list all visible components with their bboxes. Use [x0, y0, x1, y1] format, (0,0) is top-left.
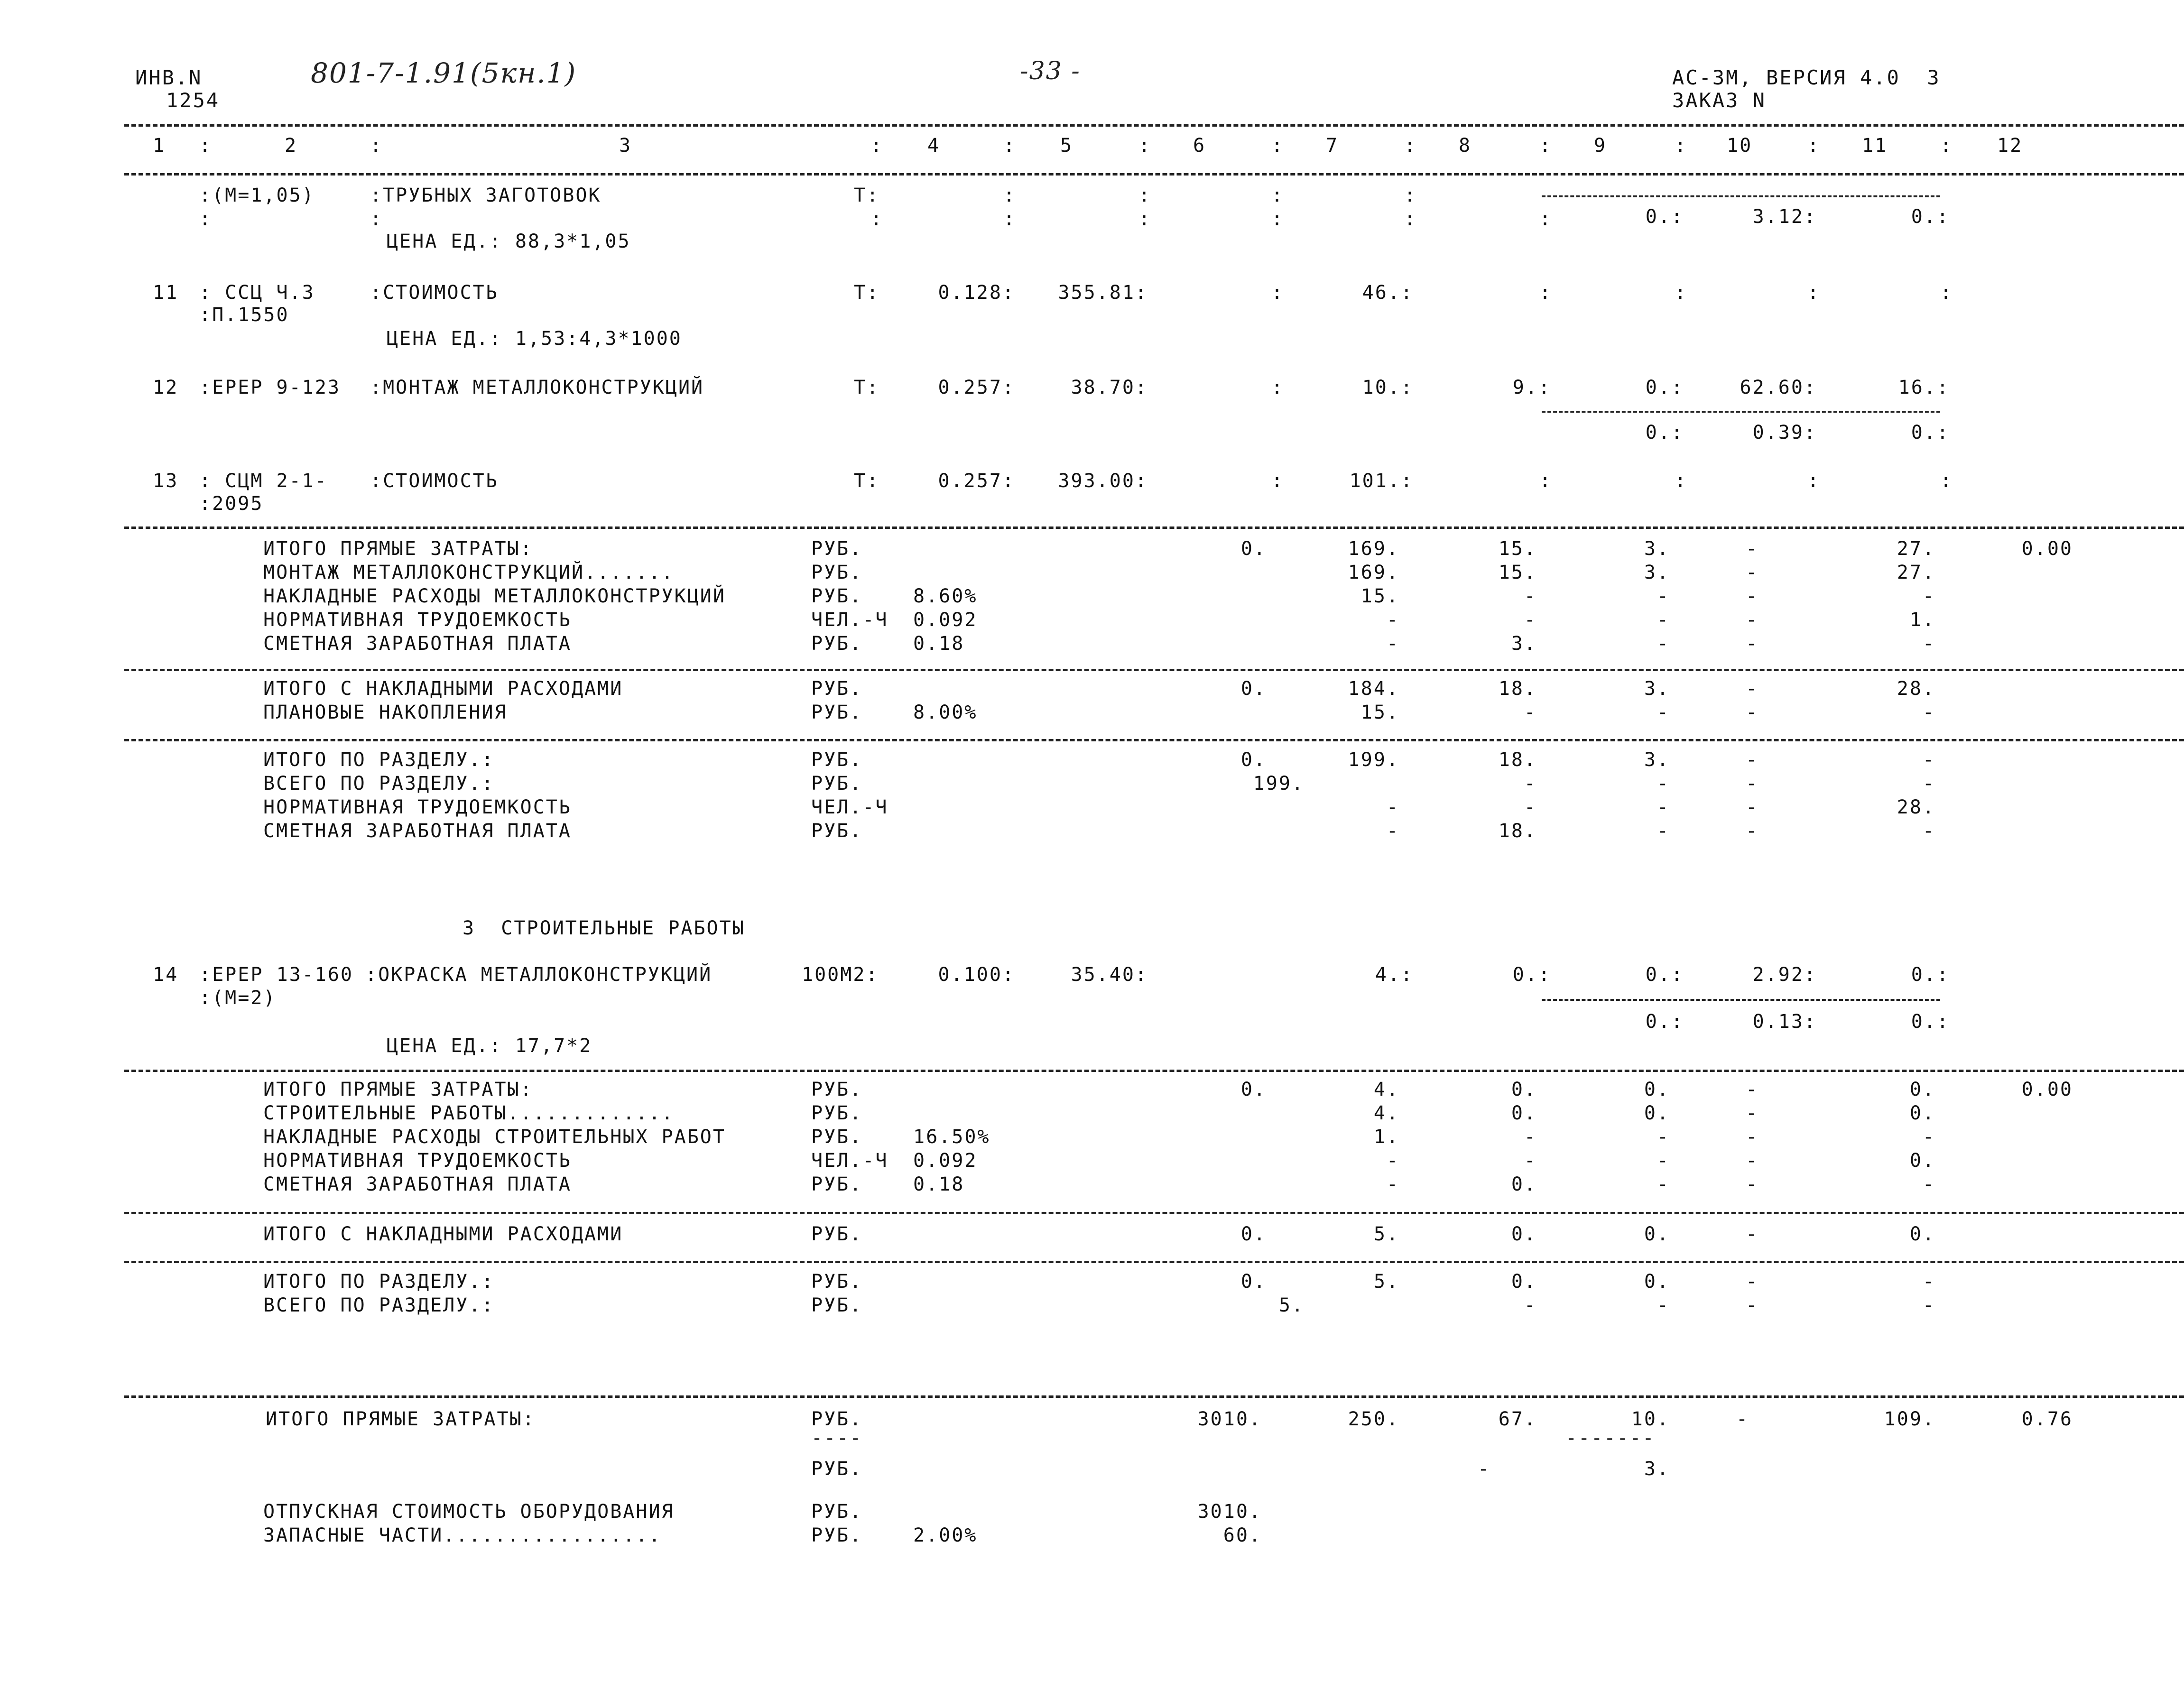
summary-unit: РУБ. — [811, 1173, 863, 1195]
row-c10: 2.92: — [1752, 964, 1817, 986]
summary-unit: РУБ. — [811, 678, 863, 700]
price-note: ЦЕНА ЕД.: 88,3*1,05 — [387, 231, 631, 252]
summary-c7: - — [1386, 1173, 1399, 1195]
grand-unit-2: РУБ. — [811, 1458, 863, 1480]
summary-c10: - — [1746, 796, 1759, 818]
summary-label: НОРМАТИВНАЯ ТРУДОЕМКОСТЬ — [263, 1150, 572, 1172]
summary-label: ИТОГО С НАКЛАДНЫМИ РАСХОДАМИ — [263, 678, 623, 700]
summary-c8: - — [1524, 1294, 1537, 1316]
summary-c8: 0. — [1511, 1102, 1537, 1124]
summary-unit: РУБ. — [811, 538, 863, 560]
summary-c9: - — [1657, 1173, 1670, 1195]
summary-c8: 0. — [1511, 1173, 1537, 1195]
section-rule — [124, 526, 2184, 529]
summary-c10: - — [1746, 1102, 1759, 1124]
row-code: : ССЦ Ч.3 — [199, 282, 315, 304]
summary-c8: 3. — [1511, 633, 1537, 655]
grand-unit: РУБ. — [811, 1408, 863, 1430]
summary-c7: - — [1386, 820, 1399, 842]
summary-c11: - — [1922, 633, 1935, 655]
summary-c11: - — [1922, 749, 1935, 771]
summary-c8: - — [1524, 609, 1537, 631]
summary-unit: РУБ. — [811, 773, 863, 794]
row-code-2: :(М=2) — [199, 987, 277, 1009]
col-7: 7 — [1326, 135, 1339, 157]
summary-c10: - — [1746, 1294, 1759, 1316]
row-c4: 0.128: — [938, 282, 1015, 304]
grand-c12: 0.76 — [2021, 1408, 2073, 1430]
col-8: 8 — [1459, 135, 1472, 157]
col-6: 6 — [1193, 135, 1206, 157]
section-rule — [124, 1212, 2184, 1214]
summary-c7: 199. — [1348, 749, 1399, 771]
row-c8: 0.: — [1512, 964, 1551, 986]
summary-c9: - — [1657, 1126, 1670, 1148]
row-c11: 16.: — [1898, 377, 1950, 398]
row-c10: 62.60: — [1740, 377, 1817, 398]
summary-c8: 18. — [1498, 678, 1537, 700]
section-rule — [124, 1395, 2184, 1398]
summary-unit: РУБ. — [811, 1271, 863, 1293]
grand-label: ИТОГО ПРЯМЫЕ ЗАТРАТЫ: — [266, 1408, 536, 1430]
price-note: ЦЕНА ЕД.: 1,53:4,3*1000 — [387, 328, 682, 350]
summary-c7: 184. — [1348, 678, 1399, 700]
row-code: :ЕРЕР 13-160 — [199, 964, 353, 986]
summary-c9: 3. — [1644, 562, 1670, 583]
grand-c9: 10. — [1631, 1408, 1670, 1430]
summary-c9: - — [1657, 1150, 1670, 1172]
summary-c11: 0. — [1909, 1079, 1935, 1100]
summary-c11: - — [1922, 702, 1935, 723]
summary-c6: 0. — [1240, 749, 1267, 771]
col-3: 3 — [619, 135, 632, 157]
summary-c10: - — [1746, 749, 1759, 771]
summary-c10: - — [1746, 1271, 1759, 1293]
equipment-label: ЗАПАСНЫЕ ЧАСТИ................. — [263, 1524, 662, 1546]
row-c9: 0.: — [1645, 964, 1684, 986]
col-10: 10 — [1727, 135, 1753, 157]
row-c11b: 0.: — [1911, 422, 1950, 443]
summary-c8: 18. — [1498, 820, 1537, 842]
summary-c7: - — [1386, 796, 1399, 818]
col-9: 9 — [1594, 135, 1607, 157]
row-c10b: 0.13: — [1752, 1011, 1817, 1033]
summary-label: НОРМАТИВНАЯ ТРУДОЕМКОСТЬ — [263, 796, 572, 818]
summary-pct: 8.60% — [913, 585, 978, 607]
row-number: 14 — [153, 964, 179, 986]
summary-c8: - — [1524, 1150, 1537, 1172]
summary-c9: - — [1657, 585, 1670, 607]
summary-c10: - — [1746, 1150, 1759, 1172]
row-c4: 0.100: — [938, 964, 1015, 986]
summary-c9: 0. — [1644, 1102, 1670, 1124]
grand-dash-unit: ---- — [811, 1427, 863, 1449]
summary-c9: 3. — [1644, 538, 1670, 560]
row-c11: 0.: — [1911, 964, 1950, 986]
summary-c7: - — [1386, 633, 1399, 655]
summary-c8: 0. — [1511, 1223, 1537, 1245]
equipment-unit: РУБ. — [811, 1501, 863, 1523]
summary-label: ИТОГО ПРЯМЫЕ ЗАТРАТЫ: — [263, 538, 533, 560]
summary-c10: - — [1746, 1079, 1759, 1100]
summary-c11: - — [1922, 1173, 1935, 1195]
col-5: 5 — [1060, 135, 1073, 157]
row-code-2: :2095 — [199, 493, 264, 515]
row-c10b: 3.12: — [1752, 206, 1817, 228]
row-c8: 9.: — [1512, 377, 1551, 398]
summary-unit: ЧЕЛ.-Ч — [811, 1150, 888, 1172]
summary-c11: - — [1922, 1294, 1935, 1316]
summary-c7: 169. — [1348, 538, 1399, 560]
summary-label: МОНТАЖ МЕТАЛЛОКОНСТРУКЦИЙ....... — [263, 562, 675, 583]
summary-c7: 169. — [1348, 562, 1399, 583]
summary-c10: - — [1746, 609, 1759, 631]
summary-c8: - — [1524, 585, 1537, 607]
summary-c11: - — [1922, 1126, 1935, 1148]
summary-c7: 5. — [1373, 1271, 1399, 1293]
row-code: :ЕРЕР 9-123 — [199, 377, 341, 398]
section-rule — [124, 669, 2184, 671]
summary-unit: ЧЕЛ.-Ч — [811, 609, 888, 631]
summary-c10: - — [1746, 678, 1759, 700]
row-c5: 393.00: — [1058, 470, 1148, 492]
summary-c7: 4. — [1373, 1102, 1399, 1124]
summary-unit: РУБ. — [811, 820, 863, 842]
inv-label: ИНВ.N — [135, 66, 203, 89]
row-c11b: 0.: — [1911, 206, 1950, 228]
summary-unit: РУБ. — [811, 562, 863, 583]
equipment-pct: 2.00% — [913, 1524, 978, 1546]
summary-unit: РУБ. — [811, 1223, 863, 1245]
summary-c10: - — [1746, 773, 1759, 794]
row-c9: 0.: — [1645, 377, 1684, 398]
row-c4: 0.257: — [938, 470, 1015, 492]
section-rule — [124, 1070, 2184, 1072]
row-c7: 46.: — [1362, 282, 1414, 304]
summary-c11: 0. — [1909, 1223, 1935, 1245]
row-c5: 355.81: — [1058, 282, 1148, 304]
summary-c10: - — [1746, 633, 1759, 655]
grand-c8-2: - — [1478, 1458, 1491, 1480]
handwritten-project-code: 801-7-1.91(5кн.1) — [311, 57, 577, 89]
summary-c10: - — [1746, 820, 1759, 842]
summary-c11: - — [1922, 1271, 1935, 1293]
summary-c10: - — [1746, 1126, 1759, 1148]
summary-c11: 0. — [1909, 1150, 1935, 1172]
summary-c10: - — [1746, 1223, 1759, 1245]
summary-label: ПЛАНОВЫЕ НАКОПЛЕНИЯ — [263, 702, 508, 723]
summary-c9: - — [1657, 609, 1670, 631]
row-c7: 4.: — [1375, 964, 1414, 986]
summary-c10: - — [1746, 562, 1759, 583]
col-1: 1 — [153, 135, 166, 157]
row-unit: Т: — [854, 282, 880, 304]
summary-c7: 15. — [1360, 585, 1399, 607]
summary-c6: 0. — [1240, 538, 1267, 560]
summary-c7: - — [1386, 1150, 1399, 1172]
summary-c12: 0.00 — [2021, 1079, 2073, 1100]
summary-c7: 4. — [1373, 1079, 1399, 1100]
summary-c9: 0. — [1644, 1271, 1670, 1293]
summary-unit: РУБ. — [811, 702, 863, 723]
grand-c9-2: 3. — [1644, 1458, 1670, 1480]
summary-c11: 0. — [1909, 1102, 1935, 1124]
equipment-label: ОТПУСКНАЯ СТОИМОСТЬ ОБОРУДОВАНИЯ — [263, 1501, 675, 1523]
summary-c9: 0. — [1644, 1223, 1670, 1245]
summary-c6: 0. — [1240, 678, 1267, 700]
summary-c11: 27. — [1897, 538, 1935, 560]
summary-c6: 0. — [1240, 1223, 1267, 1245]
summary-label: НОРМАТИВНАЯ ТРУДОЕМКОСТЬ — [263, 609, 572, 631]
summary-c9: - — [1657, 820, 1670, 842]
summary-c10: - — [1746, 1173, 1759, 1195]
summary-c8: 18. — [1498, 749, 1537, 771]
summary-c7: - — [1386, 609, 1399, 631]
summary-c11: 1. — [1909, 609, 1935, 631]
section-title: 3 СТРОИТЕЛЬНЫЕ РАБОТЫ — [463, 917, 745, 939]
row-code: :(М=1,05) — [199, 185, 315, 206]
summary-label: ВСЕГО ПО РАЗДЕЛУ.: — [263, 1294, 495, 1316]
summary-unit: РУБ. — [811, 633, 863, 655]
equipment-value: 3010. — [1197, 1501, 1262, 1523]
summary-unit: РУБ. — [811, 1294, 863, 1316]
summary-label: СМЕТНАЯ ЗАРАБОТНАЯ ПЛАТА — [263, 1173, 572, 1195]
row-number: 11 — [153, 282, 179, 304]
summary-unit: РУБ. — [811, 1079, 863, 1100]
summary-pct: 8.00% — [913, 702, 978, 723]
summary-label: ИТОГО С НАКЛАДНЫМИ РАСХОДАМИ — [263, 1223, 623, 1245]
summary-pct: 0.092 — [913, 1150, 978, 1172]
row-c9b: 0.: — [1645, 422, 1684, 443]
row-number: 12 — [153, 377, 179, 398]
summary-c11: 28. — [1897, 678, 1935, 700]
summary-c8: 0. — [1511, 1079, 1537, 1100]
summary-c8: 15. — [1498, 538, 1537, 560]
summary-c7: 5. — [1373, 1223, 1399, 1245]
row-c11b: 0.: — [1911, 1011, 1950, 1033]
inv-number: 1254 — [166, 89, 220, 112]
equipment-unit: РУБ. — [811, 1524, 863, 1546]
summary-pct: 0.092 — [913, 609, 978, 631]
row-name: :ОКРАСКА МЕТАЛЛОКОНСТРУКЦИЙ — [365, 964, 713, 986]
summary-c11: 28. — [1897, 796, 1935, 818]
col-12: 12 — [1997, 135, 2023, 157]
summary-c8: - — [1524, 702, 1537, 723]
summary-c9: - — [1657, 702, 1670, 723]
summary-c8: 0. — [1511, 1271, 1537, 1293]
summary-c12: 0.00 — [2021, 538, 2073, 560]
row-name: :СТОИМОСТЬ — [370, 282, 499, 304]
summary-c6: 199. — [1253, 773, 1305, 794]
summary-label: ИТОГО ПРЯМЫЕ ЗАТРАТЫ: — [263, 1079, 533, 1100]
summary-c11: - — [1922, 820, 1935, 842]
summary-c8: 15. — [1498, 562, 1537, 583]
row-c7: 10.: — [1362, 377, 1414, 398]
summary-c9: 3. — [1644, 749, 1670, 771]
row-c10b: 0.39: — [1752, 422, 1817, 443]
summary-unit: РУБ. — [811, 1102, 863, 1124]
summary-c6: 0. — [1240, 1079, 1267, 1100]
row-name: :ТРУБНЫХ ЗАГОТОВОК — [370, 185, 602, 206]
summary-c9: 3. — [1644, 678, 1670, 700]
row-c9b: 0.: — [1645, 206, 1684, 228]
equipment-value: 60. — [1223, 1524, 1262, 1546]
summary-c9: - — [1657, 796, 1670, 818]
summary-unit: РУБ. — [811, 1126, 863, 1148]
row-unit: Т: — [854, 377, 880, 398]
row-unit: Т: — [854, 470, 880, 492]
order-label: ЗАКАЗ N — [1672, 89, 1767, 112]
program-version: АС-3М, ВЕРСИЯ 4.0 3 — [1672, 66, 1941, 89]
summary-c6: 5. — [1278, 1294, 1305, 1316]
summary-c11: - — [1922, 585, 1935, 607]
grand-c7: 250. — [1348, 1408, 1399, 1430]
summary-label: ИТОГО ПО РАЗДЕЛУ.: — [263, 749, 495, 771]
price-note: ЦЕНА ЕД.: 17,7*2 — [387, 1035, 592, 1057]
summary-c6: 0. — [1240, 1271, 1267, 1293]
section-rule — [124, 1261, 2184, 1263]
row-unit: Т: — [854, 185, 880, 206]
header-rule-bottom — [124, 173, 2184, 175]
summary-c10: - — [1746, 538, 1759, 560]
summary-label: СМЕТНАЯ ЗАРАБОТНАЯ ПЛАТА — [263, 820, 572, 842]
summary-c8: - — [1524, 796, 1537, 818]
row-c5: 38.70: — [1071, 377, 1148, 398]
summary-unit: ЧЕЛ.-Ч — [811, 796, 888, 818]
summary-label: СМЕТНАЯ ЗАРАБОТНАЯ ПЛАТА — [263, 633, 572, 655]
summary-c9: - — [1657, 1294, 1670, 1316]
summary-label: НАКЛАДНЫЕ РАСХОДЫ СТРОИТЕЛЬНЫХ РАБОТ — [263, 1126, 726, 1148]
summary-unit: РУБ. — [811, 585, 863, 607]
summary-pct: 0.18 — [913, 633, 965, 655]
row-code-2: :П.1550 — [199, 304, 289, 326]
col-11: 11 — [1862, 135, 1888, 157]
row-name: :СТОИМОСТЬ — [370, 470, 499, 492]
summary-c9: - — [1657, 773, 1670, 794]
summary-c8: - — [1524, 773, 1537, 794]
summary-unit: РУБ. — [811, 749, 863, 771]
row-name: :МОНТАЖ МЕТАЛЛОКОНСТРУКЦИЙ — [370, 377, 704, 398]
row-number: 13 — [153, 470, 179, 492]
grand-dash-c9: ------- — [1565, 1427, 1656, 1449]
col-4: 4 — [927, 135, 941, 157]
summary-c7: 15. — [1360, 702, 1399, 723]
summary-c7: 1. — [1373, 1126, 1399, 1148]
summary-c8: - — [1524, 1126, 1537, 1148]
summary-c11: 27. — [1897, 562, 1935, 583]
summary-c9: 0. — [1644, 1079, 1670, 1100]
page-number: -33 - — [1020, 57, 1081, 85]
summary-label: НАКЛАДНЫЕ РАСХОДЫ МЕТАЛЛОКОНСТРУКЦИЙ — [263, 585, 726, 607]
summary-pct: 0.18 — [913, 1173, 965, 1195]
row-unit: 100М2: — [802, 964, 879, 986]
summary-c10: - — [1746, 585, 1759, 607]
grand-c6: 3010. — [1197, 1408, 1262, 1430]
grand-c8: 67. — [1498, 1408, 1537, 1430]
summary-pct: 16.50% — [913, 1126, 990, 1148]
row-code: : СЦМ 2-1- — [199, 470, 328, 492]
row-c5: 35.40: — [1071, 964, 1148, 986]
summary-label: СТРОИТЕЛЬНЫЕ РАБОТЫ............. — [263, 1102, 675, 1124]
row-c9b: 0.: — [1645, 1011, 1684, 1033]
grand-c11: 109. — [1884, 1408, 1935, 1430]
summary-c11: - — [1922, 773, 1935, 794]
col-2: 2 — [285, 135, 298, 157]
header-rule-top — [124, 124, 2184, 127]
grand-c10: - — [1736, 1408, 1749, 1430]
summary-c9: - — [1657, 633, 1670, 655]
summary-label: ВСЕГО ПО РАЗДЕЛУ.: — [263, 773, 495, 794]
summary-label: ИТОГО ПО РАЗДЕЛУ.: — [263, 1271, 495, 1293]
summary-c10: - — [1746, 702, 1759, 723]
row-c4: 0.257: — [938, 377, 1015, 398]
section-rule — [124, 739, 2184, 741]
row-c7: 101.: — [1349, 470, 1414, 492]
